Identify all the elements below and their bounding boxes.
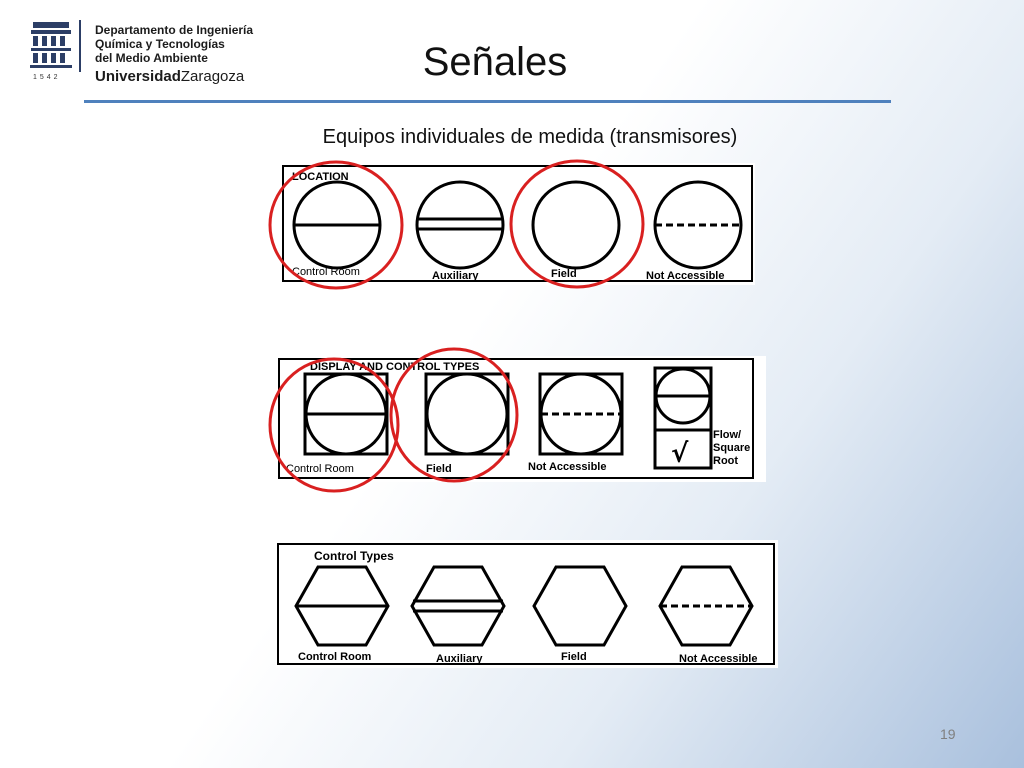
location-heading: LOCATION: [292, 171, 349, 183]
label-auxiliary: Auxiliary: [432, 270, 479, 282]
label-control-room-hexagon: Control Room: [298, 651, 372, 663]
highlight-circle-field: [511, 161, 643, 287]
label-field: Field: [551, 268, 577, 280]
logo-line-1: Departamento de Ingeniería: [95, 23, 254, 37]
label-not-accessible-display: Not Accessible: [528, 461, 607, 473]
highlight-circle-control-room: [270, 162, 402, 288]
page-number: 19: [940, 726, 956, 742]
label-field-display: Field: [426, 463, 452, 475]
logo-university-bold: Universidad: [95, 68, 181, 85]
label-control-room-display: Control Room: [286, 463, 354, 475]
label-field-hexagon: Field: [561, 651, 587, 663]
slide-subtitle: Equipos individuales de medida (transmisores): [322, 126, 738, 148]
label-not-accessible: Not Accessible: [646, 270, 725, 282]
highlight-circle-control-room-display: [270, 359, 398, 491]
highlight-circle-field-display: [391, 349, 517, 481]
logo-university-city: Zaragoza: [180, 68, 245, 85]
logo-line-3: del Medio Ambiente: [95, 51, 208, 65]
label-not-accessible-hexagon: Not Accessible: [679, 653, 758, 665]
logo-line-2: Química y Tecnologías: [95, 37, 225, 51]
control-types-heading: Control Types: [314, 549, 394, 563]
flow-label-line-2: Square: [713, 442, 751, 454]
flow-label-line-3: Root: [713, 455, 739, 467]
label-control-room: Control Room: [292, 266, 360, 278]
square-root-symbol: √: [671, 439, 689, 469]
flow-label-line-1: Flow/: [713, 429, 742, 441]
logo-year: 1542: [33, 74, 61, 81]
slide-title: Señales: [422, 40, 568, 84]
label-auxiliary-hexagon: Auxiliary: [436, 653, 483, 665]
display-control-heading: DISPLAY AND CONTROL TYPES: [310, 361, 480, 373]
